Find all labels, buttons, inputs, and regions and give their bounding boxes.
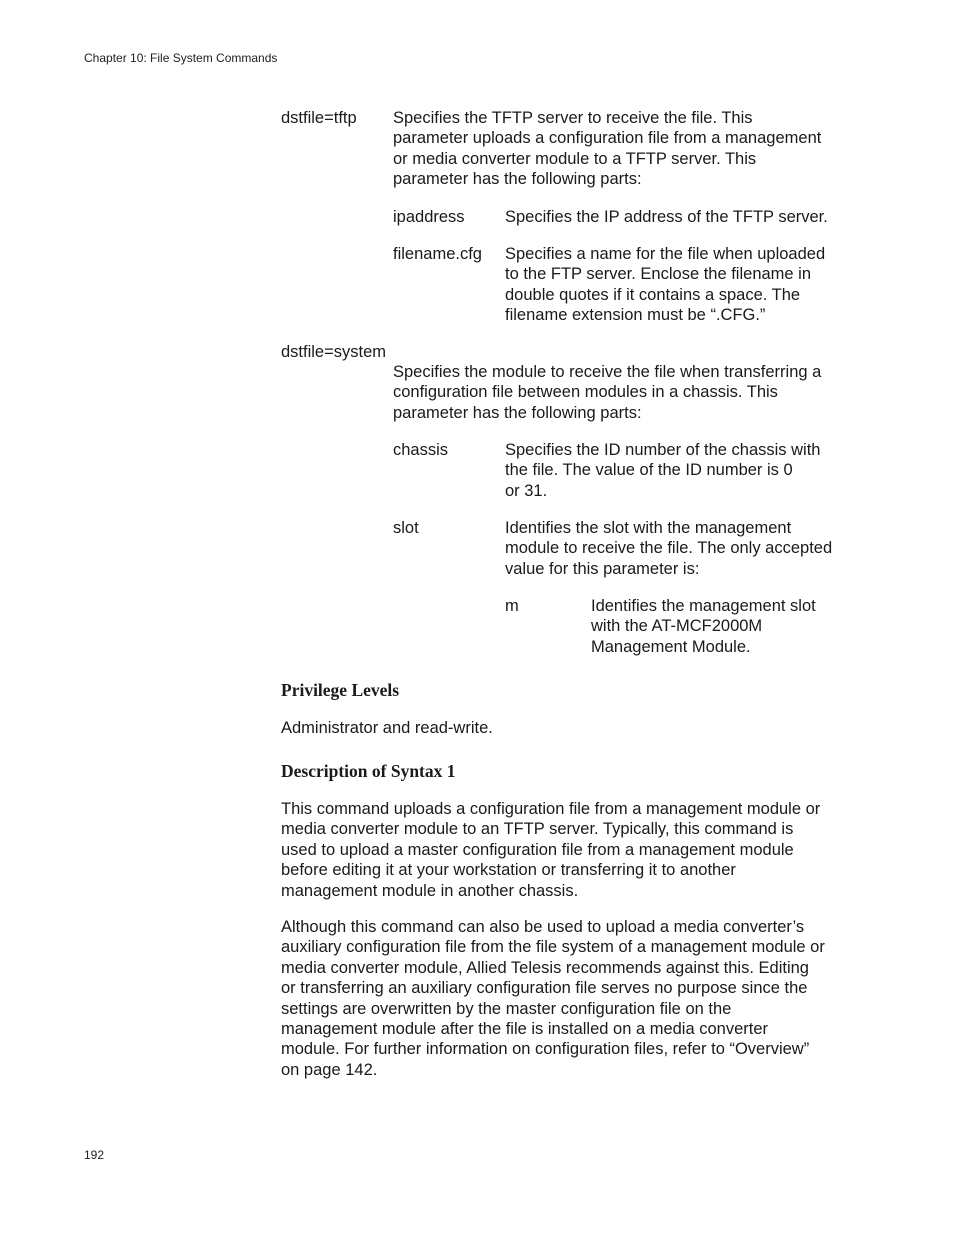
- slot-value-desc-m: [591, 596, 816, 657]
- paragraph-line: This command uploads a configuration file from a management module or: [281, 800, 821, 818]
- desc-line: filename extension must be “.CFG.”: [505, 306, 766, 325]
- param-desc-dstfile-system: [393, 362, 821, 423]
- paragraph-line: auxiliary configuration file from the file system of a management module or: [281, 938, 825, 957]
- description-heading: Description of Syntax 1: [281, 761, 456, 781]
- desc-line: Specifies a name for the file when uploaded: [505, 245, 826, 263]
- desc-line: Specifies the ID number of the chassis with: [505, 441, 821, 459]
- desc-line: Specifies the module to receive the file when transferring a: [393, 363, 822, 381]
- desc-line: parameter has the following parts:: [393, 170, 642, 189]
- desc-line: to the FTP server. Enclose the filename in: [505, 265, 812, 284]
- param-term-dstfile-tftp: dstfile=tftp: [281, 109, 357, 127]
- part-term-ipaddress: ipaddress: [393, 208, 465, 226]
- paragraph-line: settings are overwritten by the master configuration file on the: [281, 999, 732, 1018]
- part-term-filename: filename.cfg: [393, 245, 482, 263]
- paragraph-line: on page 142.: [281, 1060, 378, 1079]
- privilege-heading: Privilege Levels: [281, 680, 400, 700]
- paragraph-line: management module after the file is installed on a media converter: [281, 1020, 769, 1039]
- part-term-chassis: chassis: [393, 441, 449, 459]
- paragraph-line: Although this command can also be used to upload a media converter’s: [281, 918, 805, 936]
- description-paragraph-1: [281, 799, 820, 901]
- desc-line: parameter uploads a configuration file from a management: [393, 129, 822, 148]
- paragraph-line: media converter module to an TFTP server. Typically, this command is: [281, 820, 794, 839]
- slot-value-term-m: m: [505, 597, 519, 615]
- part-desc-chassis: [505, 440, 820, 501]
- desc-line: configuration file between modules in a chassis. This: [393, 383, 778, 402]
- page-number: 192: [84, 1148, 105, 1162]
- desc-line: or media converter module to a TFTP server. This: [393, 149, 757, 168]
- desc-line: with the AT-MCF2000M: [591, 617, 763, 636]
- paragraph-line: used to upload a master configuration file from a management module: [281, 840, 794, 859]
- desc-line: Identifies the management slot: [591, 597, 816, 615]
- part-term-slot: slot: [393, 519, 419, 537]
- param-term-dstfile-system: dstfile=system: [281, 343, 386, 361]
- part-desc-slot: [505, 518, 832, 579]
- privilege-text: Administrator and read-write.: [281, 719, 493, 737]
- desc-line: the file. The value of the ID number is 0: [505, 461, 793, 480]
- param-desc-dstfile-tftp: [393, 108, 821, 190]
- part-desc-filename: [505, 244, 825, 326]
- desc-line: module to receive the file. The only accepted: [505, 539, 833, 558]
- paragraph-line: management module in another chassis.: [281, 881, 579, 900]
- part-desc-ipaddress: Specifies the IP address of the TFTP server.: [505, 208, 828, 226]
- paragraph-line: before editing it at your workstation or transferring it to another: [281, 861, 736, 880]
- description-paragraph-2: [281, 917, 825, 1080]
- desc-line: parameter has the following parts:: [393, 403, 642, 422]
- desc-line: Management Module.: [591, 637, 751, 656]
- desc-line: Identifies the slot with the management: [505, 519, 792, 537]
- paragraph-line: module. For further information on configuration files, refer to “Overview”: [281, 1040, 810, 1059]
- chapter-header: Chapter 10: File System Commands: [84, 51, 278, 65]
- paragraph-line: or transferring an auxiliary configuration file serves no purpose since the: [281, 979, 808, 998]
- desc-line: value for this parameter is:: [505, 559, 700, 578]
- desc-line: or 31.: [505, 481, 548, 500]
- desc-line: Specifies the TFTP server to receive the file. This: [393, 109, 753, 127]
- desc-line: double quotes if it contains a space. The: [505, 285, 801, 304]
- paragraph-line: media converter module, Allied Telesis recommends against this. Editing: [281, 958, 809, 977]
